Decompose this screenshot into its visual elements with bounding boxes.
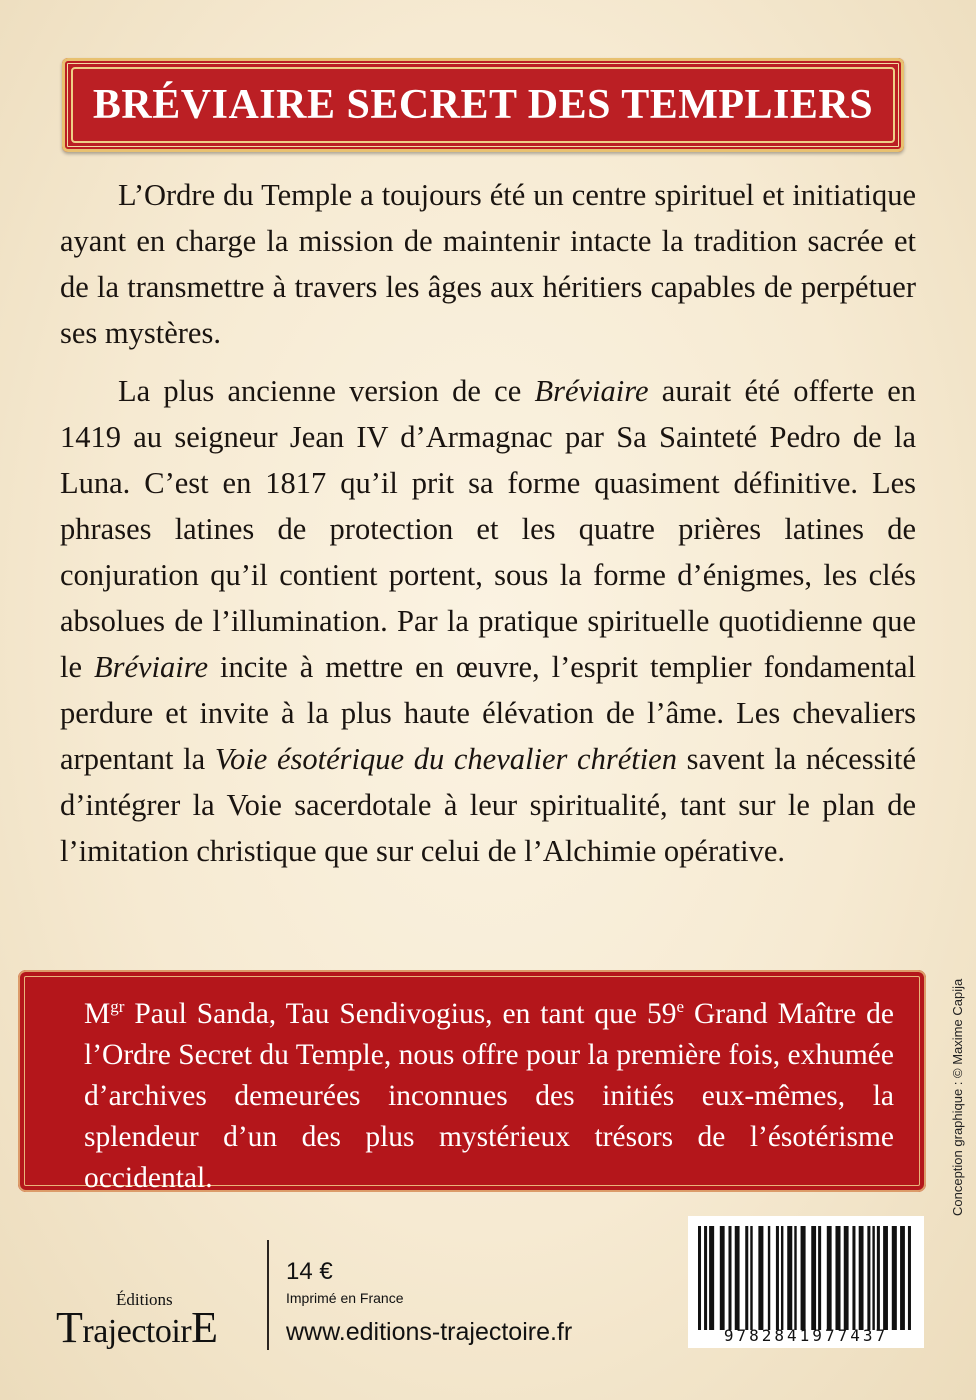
barcode-bar — [818, 1226, 821, 1330]
barcode-bar — [704, 1226, 707, 1330]
publisher-name: TrajectoirE — [56, 1303, 218, 1352]
barcode-bar — [728, 1226, 731, 1330]
barcode-bar — [735, 1226, 740, 1330]
paragraph-1: L’Ordre du Temple a toujours été un centre spirituel et initiatique ayant en charge la mission de maintenir intacte la tradition sacrée et de la transmettre à travers les âges aux héritiers capables de perpétuer ses mystères. — [60, 178, 916, 350]
barcode-bar — [852, 1226, 855, 1330]
barcode-bar — [698, 1226, 701, 1330]
price: 14 € — [286, 1258, 333, 1285]
barcode-bar — [908, 1226, 911, 1330]
barcode-bar — [811, 1226, 816, 1330]
title-frame — [71, 67, 895, 143]
barcode-bar — [768, 1226, 770, 1330]
title-banner — [62, 58, 904, 152]
barcode-bar — [720, 1226, 725, 1330]
barcode-bar — [867, 1226, 870, 1330]
barcode-bars — [696, 1226, 916, 1330]
barcode-bar — [781, 1226, 783, 1330]
barcode-bar — [900, 1226, 905, 1330]
barcode-bar — [801, 1226, 806, 1330]
publisher-editions-label: Éditions — [116, 1290, 173, 1309]
book-title: BRÉVIAIRE SECRET DES TEMPLIERS — [92, 82, 874, 128]
barcode-bar — [776, 1226, 779, 1330]
barcode-bar — [750, 1226, 752, 1330]
barcode — [688, 1216, 924, 1348]
barcode-bar — [794, 1226, 796, 1330]
barcode-bar — [844, 1226, 849, 1330]
barcode-bar — [709, 1226, 714, 1330]
isbn-number: 9782841977437 — [723, 1326, 889, 1345]
barcode-bar — [872, 1226, 874, 1330]
barcode-bar — [877, 1226, 880, 1330]
website-link[interactable]: www.editions-trajectoire.fr — [286, 1318, 573, 1346]
barcode-bar — [787, 1226, 792, 1330]
barcode-bar — [892, 1226, 897, 1330]
publisher-logo — [56, 1290, 246, 1350]
barcode-bar — [883, 1226, 888, 1330]
printed-in-label: Imprimé en France — [286, 1290, 404, 1306]
barcode-bar — [835, 1226, 840, 1330]
paragraph-2: La plus ancienne version de ce Bréviaire aurait été offerte en 1419 au seigneur Jean IV d’Armagnac par Sa Sainteté Pedro de la Luna. C’est en 1817 qu’il prit sa forme quasiment définitive. Les phrases latines de protection et les quatre prières latines de conjuration qu’il contient portent, sous la forme d’énigmes, les clés absolues de l’illumination. Par la pratique spirituelle quotidienne que le Bréviaire incite à mettre en œuvre, l’esprit templier fondamental perdure et invite à la plus haute élévation de l’âme. Les chevaliers arpentant la Voie ésotérique du chevalier chrétien savent la nécessité d’intégrer la Voie sacerdotale à leur spiritualité, tant sur le plan de l’imitation christique que sur celui de l’Alchimie opérative. — [60, 374, 917, 868]
author-highlight-text: $M^{gr}$ Paul Sanda, Tau Sendivogius, en tant que 59e Grand Maître de l’Ordre Secret du Temple, nous offre pour la première fois, exhumée d’archives demeurées inconnues des initiés eux-mêmes, la splendeur d’un des plus mystérieux trésors de l’ésotérisme occidental. — [84, 997, 895, 1194]
barcode-bar — [827, 1226, 832, 1330]
barcode-bar — [859, 1226, 864, 1330]
description-text — [60, 172, 916, 874]
barcode-bar — [758, 1226, 763, 1330]
vertical-divider — [267, 1240, 269, 1350]
barcode-bar — [745, 1226, 748, 1330]
